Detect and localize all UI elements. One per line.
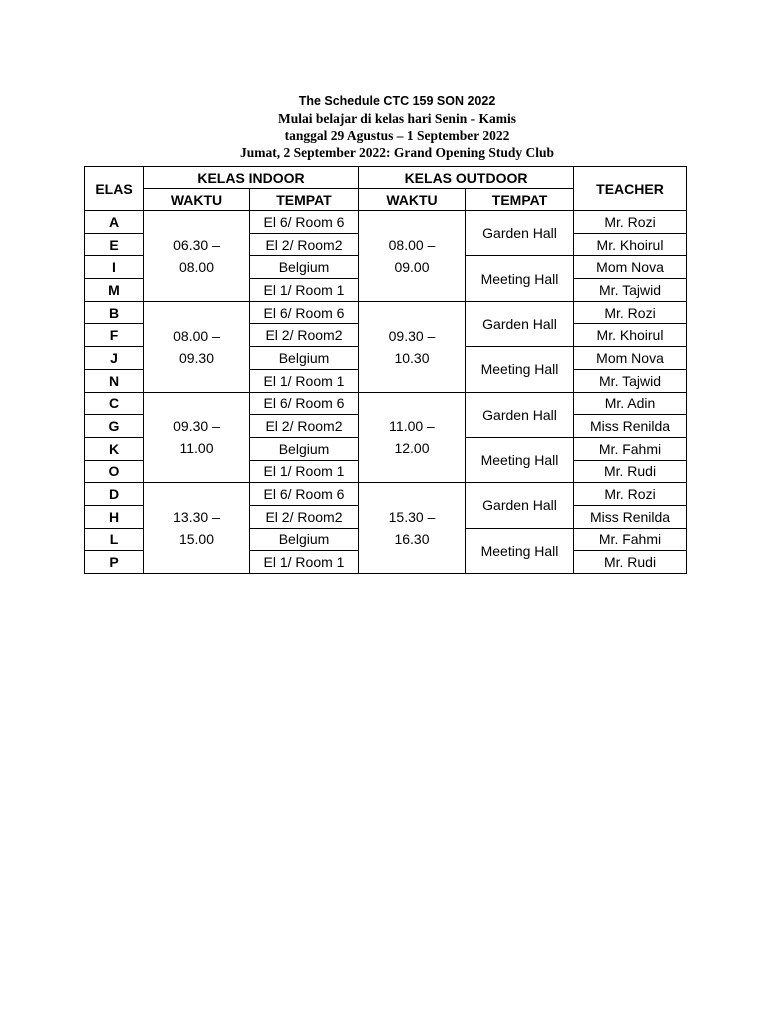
indoor-room-cell: El 6/ Room 6 <box>250 301 359 324</box>
schedule-table <box>84 166 687 574</box>
kelas-cell: B <box>85 301 144 324</box>
kelas-cell: I <box>85 256 144 279</box>
teacher-cell: Mr. Rozi <box>574 301 687 324</box>
kelas-cell: C <box>85 392 144 415</box>
indoor-room-cell: El 1/ Room 1 <box>250 279 359 302</box>
indoor-time-line: 09.30 – <box>173 418 220 435</box>
indoor-room-cell: Belgium <box>250 528 359 551</box>
teacher-cell: Mr. Rudi <box>574 551 687 574</box>
table-row <box>85 211 687 234</box>
indoor-time-line: 09.30 <box>178 349 215 366</box>
col-header-kelas: ELAS <box>85 167 144 211</box>
schedule-dates: tanggal 29 Agustus – 1 September 2022 <box>284 128 510 143</box>
indoor-room-cell: El 2/ Room2 <box>250 324 359 347</box>
outdoor-time-line: 15.30 – <box>388 509 436 526</box>
teacher-cell: Mr. Tajwid <box>574 279 687 302</box>
indoor-time-cell <box>144 211 250 302</box>
indoor-room-cell: El 2/ Room2 <box>250 415 359 438</box>
indoor-time-line: 13.30 – <box>173 509 220 526</box>
col-header-teacher: TEACHER <box>574 167 687 211</box>
outdoor-time-line: 10.30 <box>394 349 430 366</box>
teacher-cell: Mr. Adin <box>574 392 687 415</box>
teacher-cell: Mr. Fahmi <box>574 528 687 551</box>
teacher-cell: Mr. Tajwid <box>574 369 687 392</box>
kelas-cell: L <box>85 528 144 551</box>
col-header-tempat-outdoor: TEMPAT <box>466 189 574 211</box>
indoor-room-cell: Belgium <box>250 256 359 279</box>
indoor-room-cell: Belgium <box>250 437 359 460</box>
teacher-cell: Mr. Khoirul <box>574 233 687 256</box>
outdoor-time-line: 12.00 <box>394 440 430 457</box>
indoor-room-cell: El 1/ Room 1 <box>250 460 359 483</box>
col-header-indoor: KELAS INDOOR <box>144 167 359 189</box>
document-title: The Schedule CTC 159 SON 2022 <box>298 94 496 108</box>
indoor-room-cell: El 6/ Room 6 <box>250 211 359 234</box>
col-header-waktu-indoor: WAKTU <box>144 189 250 211</box>
indoor-time-cell <box>144 483 250 574</box>
indoor-time-cell <box>144 301 250 392</box>
teacher-cell: Mr. Rozi <box>574 211 687 234</box>
col-header-tempat-indoor: TEMPAT <box>250 189 359 211</box>
outdoor-time-cell <box>359 211 466 302</box>
kelas-cell: G <box>85 415 144 438</box>
teacher-cell: Mom Nova <box>574 256 687 279</box>
outdoor-time-line: 11.00 – <box>389 418 435 435</box>
outdoor-time-line: 09.00 <box>394 258 430 275</box>
kelas-cell: D <box>85 483 144 506</box>
kelas-cell: O <box>85 460 144 483</box>
indoor-room-cell: El 6/ Room 6 <box>250 483 359 506</box>
indoor-room-cell: El 2/ Room2 <box>250 505 359 528</box>
outdoor-place-cell: Meeting Hall <box>466 256 574 301</box>
outdoor-place-cell: Garden Hall <box>466 301 574 346</box>
teacher-cell: Mr. Fahmi <box>574 437 687 460</box>
indoor-room-cell: El 1/ Room 1 <box>250 551 359 574</box>
kelas-cell: P <box>85 551 144 574</box>
kelas-cell: A <box>85 211 144 234</box>
outdoor-time-cell <box>359 392 466 483</box>
col-header-waktu-outdoor: WAKTU <box>359 189 466 211</box>
indoor-room-cell: El 1/ Room 1 <box>250 369 359 392</box>
grand-opening-note: Jumat, 2 September 2022: Grand Opening Study Club <box>239 145 555 160</box>
kelas-cell: K <box>85 437 144 460</box>
outdoor-place-cell: Meeting Hall <box>466 528 574 573</box>
indoor-time-cell <box>144 392 250 483</box>
teacher-cell: Mom Nova <box>574 347 687 370</box>
indoor-time-line: 08.00 <box>178 258 215 275</box>
outdoor-place-cell: Garden Hall <box>466 483 574 528</box>
document-header <box>0 93 768 161</box>
indoor-time-line: 15.00 <box>178 531 215 548</box>
outdoor-place-cell: Meeting Hall <box>466 347 574 392</box>
outdoor-place-cell: Meeting Hall <box>466 437 574 482</box>
indoor-room-cell: El 6/ Room 6 <box>250 392 359 415</box>
table-row <box>85 392 687 415</box>
outdoor-time-cell <box>359 483 466 574</box>
table-header-row <box>85 167 687 189</box>
indoor-time-line: 11.00 <box>179 440 214 457</box>
outdoor-place-cell: Garden Hall <box>466 392 574 437</box>
teacher-cell: Mr. Rudi <box>574 460 687 483</box>
col-header-outdoor: KELAS OUTDOOR <box>359 167 574 189</box>
kelas-cell: M <box>85 279 144 302</box>
outdoor-time-line: 08.00 – <box>388 236 436 253</box>
outdoor-time-line: 09.30 – <box>388 327 436 344</box>
kelas-cell: E <box>85 233 144 256</box>
indoor-time-line: 06.30 – <box>173 236 220 253</box>
outdoor-time-cell <box>359 301 466 392</box>
indoor-room-cell: Belgium <box>250 347 359 370</box>
teacher-cell: Miss Renilda <box>574 505 687 528</box>
kelas-cell: J <box>85 347 144 370</box>
outdoor-place-cell: Garden Hall <box>466 211 574 256</box>
kelas-cell: N <box>85 369 144 392</box>
indoor-room-cell: El 2/ Room2 <box>250 233 359 256</box>
table-row <box>85 483 687 506</box>
schedule-days: Mulai belajar di kelas hari Senin - Kamis <box>278 111 516 126</box>
teacher-cell: Mr. Rozi <box>574 483 687 506</box>
kelas-cell: H <box>85 505 144 528</box>
outdoor-time-line: 16.30 <box>394 531 430 548</box>
kelas-cell: F <box>85 324 144 347</box>
teacher-cell: Mr. Khoirul <box>574 324 687 347</box>
indoor-time-line: 08.00 – <box>173 327 220 344</box>
table-row <box>85 301 687 324</box>
teacher-cell: Miss Renilda <box>574 415 687 438</box>
